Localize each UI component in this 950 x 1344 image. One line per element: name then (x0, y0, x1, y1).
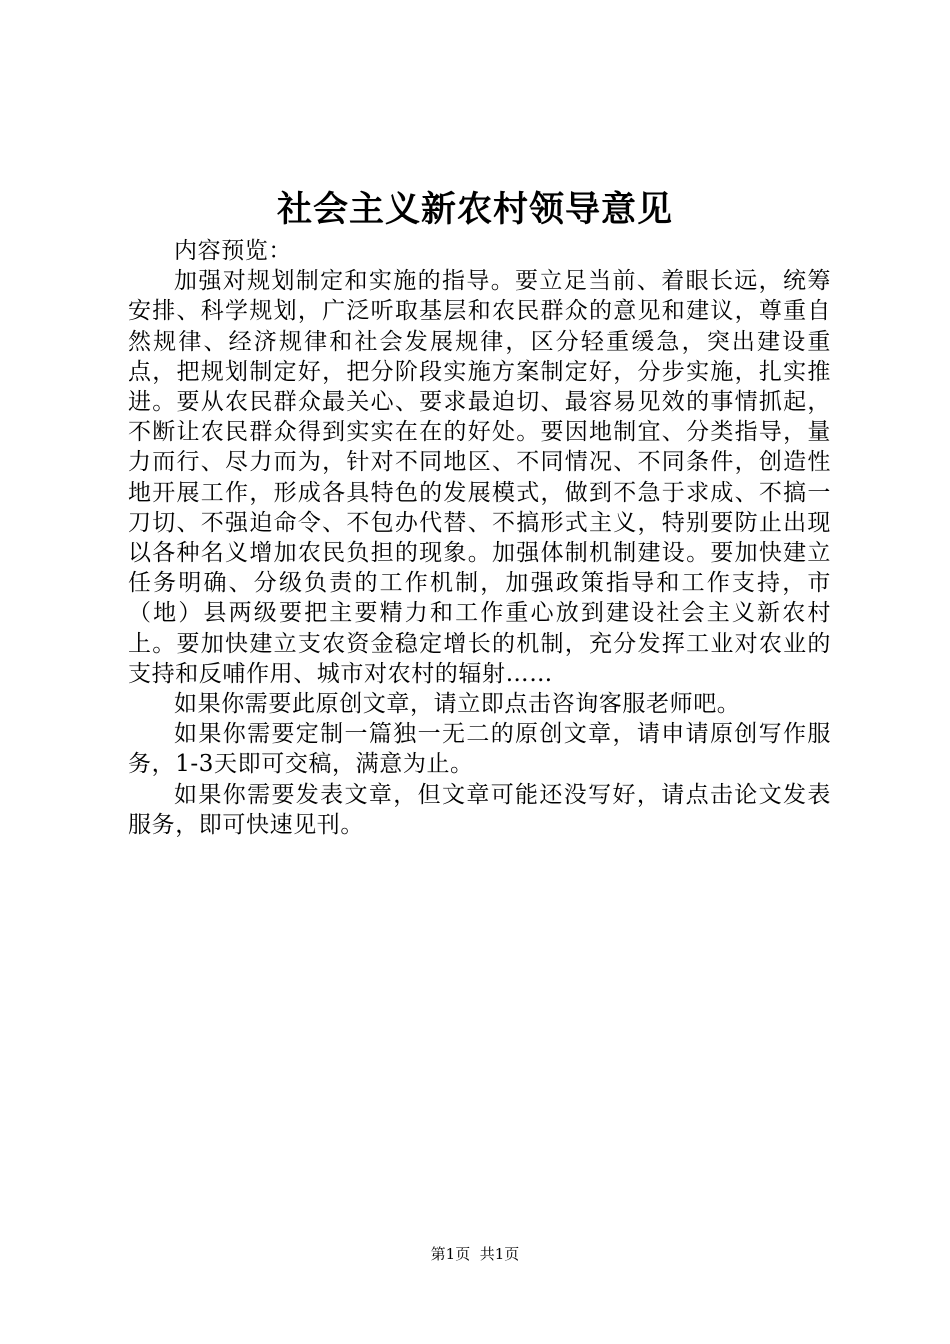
page-number: 第1页 (430, 1245, 471, 1263)
document-title: 社会主义新农村领导意见 (276, 189, 673, 230)
preview-paragraph: 加强对规划制定和实施的指导。要立足当前、着眼长远，统筹安排、科学规划，广泛听取基层和农民群众的意见和建议，尊重自然规律、经济规律和社会发展规律，区分轻重缓急，突出建设重点，把规划制定好，把分阶段实施方案制定好，分步实施，扎实推进。要从农民群众最关心、要求最迫切、最容易见效的事情抓起，不断让农民群众得到实实在在的好处。要因地制宜、分类指导，量力而行、尽力而为，针对不同地区、不同情况、不同条件，创造性地开展工作，形成各具特色的发展模式，做到不急于求成、不搞一刀切、不强迫命令、不包办代替、不搞形式主义，特别要防止出现以各种名义增加农民负担的现象。加强体制机制建设。要加快建立任务明确、分级负责的工作机制，加强政策指导和工作支持，市（地）县两级要把主要精力和工作重心放到建设社会主义新农村上。要加快建立支农资金稳定增长的机制，充分发挥工业对农业的支持和反哺作用、城市对农村的辐射…… (128, 268, 831, 687)
publish-paragraph: 如果你需要发表文章，但文章可能还没写好，请点击论文发表服务，即可快速见刊。 (128, 781, 831, 838)
page-footer (0, 1243, 950, 1265)
document-body (128, 236, 831, 840)
custom-writing-paragraph: 如果你需要定制一篇独一无二的原创文章，请申请原创写作服务，1-3天即可交稿，满意为止。 (128, 721, 831, 778)
consult-paragraph: 如果你需要此原创文章，请立即点击咨询客服老师吧。 (174, 691, 741, 718)
page-total: 共1页 (479, 1245, 520, 1263)
preview-label: 内容预览： (174, 238, 292, 264)
